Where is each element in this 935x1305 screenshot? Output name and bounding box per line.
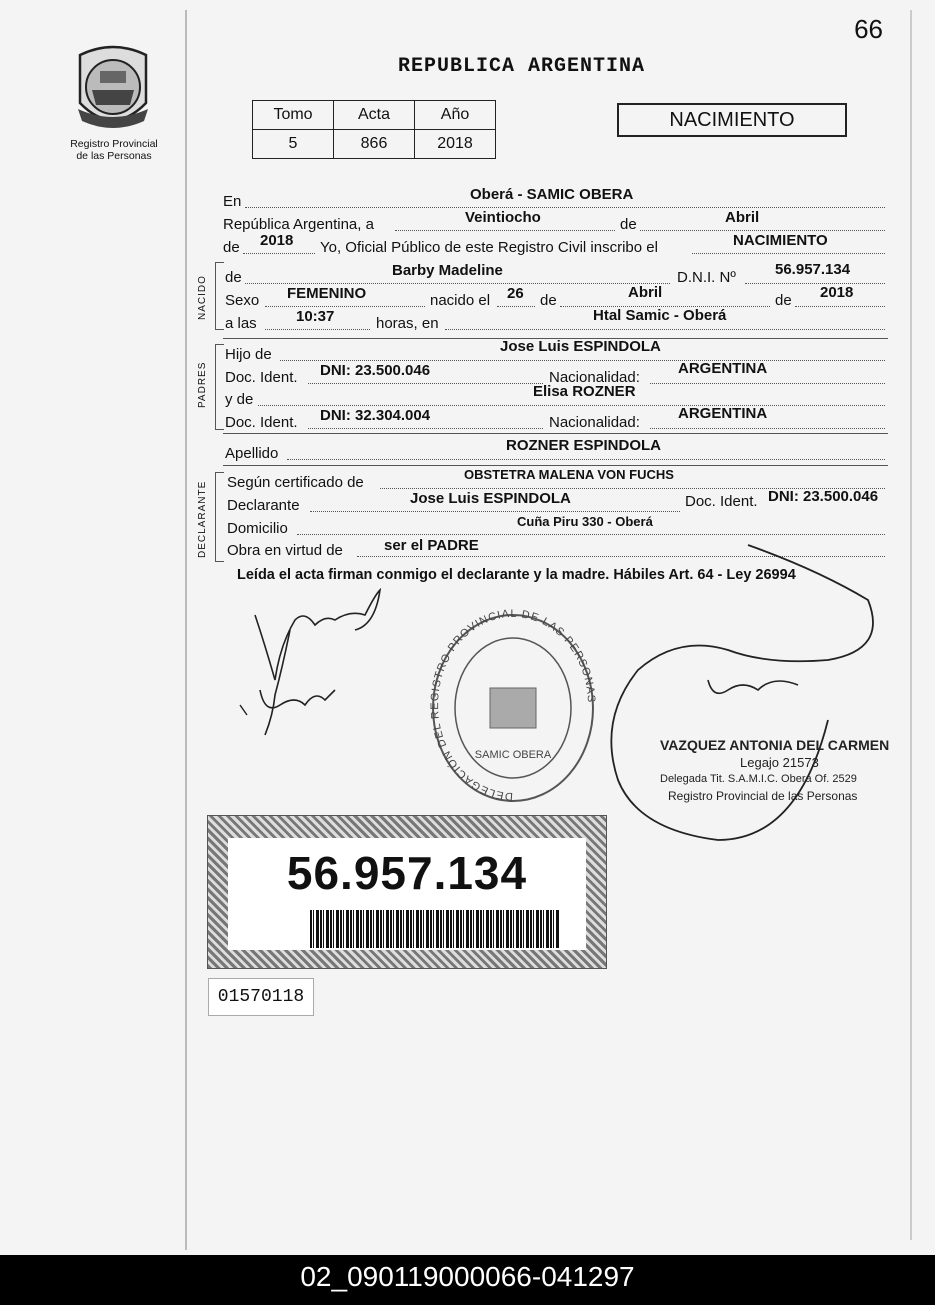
mother-doc-value: DNI: 32.304.004 — [320, 407, 431, 424]
dotted-line — [795, 306, 885, 307]
org-name-line2: de las Personas — [76, 150, 152, 162]
dotted-line — [310, 511, 680, 512]
dotted-line — [287, 459, 885, 460]
hijo-de-label: Hijo de — [225, 346, 272, 363]
left-margin-rule — [185, 10, 187, 1250]
record-type-box: NACIMIENTO — [617, 103, 847, 137]
father-doc-value: DNI: 23.500.046 — [320, 362, 431, 379]
declarante-side-label: DECLARANTE — [197, 480, 208, 558]
birth-year-value: 2018 — [820, 284, 854, 301]
registry-header-row — [253, 101, 496, 130]
org-name-line1: Registro Provincial — [70, 138, 158, 150]
file-id-footer: 02_090119000066-041297 — [0, 1255, 935, 1305]
dotted-line — [445, 329, 885, 330]
official-signature-block — [660, 737, 889, 805]
dotted-line — [650, 383, 885, 384]
day-value: Veintiocho — [465, 209, 541, 226]
inscribo-text: Yo, Oficial Público de este Registro Civil inscribo el — [320, 239, 658, 256]
dotted-line — [497, 306, 535, 307]
birth-month-value: Abril — [628, 284, 663, 301]
tomo-header: Tomo — [253, 101, 334, 130]
padres-side-label: PADRES — [197, 361, 208, 408]
en-value: Oberá - SAMIC OBERA — [470, 186, 634, 203]
closing-statement: Leída el acta firman conmigo el declarante y la madre. Hábiles Art. 64 - Ley 26994 — [237, 567, 796, 583]
mother-nac-value: ARGENTINA — [678, 405, 768, 422]
official-title: Delegada Tit. S.A.M.I.C. Oberá Of. 2529 — [660, 773, 857, 785]
obra-value: ser el PADRE — [384, 537, 479, 554]
domicilio-label: Domicilio — [227, 520, 288, 537]
nacido-side-label: NACIDO — [197, 275, 208, 320]
obra-label: Obra en virtud de — [227, 542, 343, 559]
dotted-line — [265, 306, 425, 307]
acta-value: 866 — [334, 130, 415, 159]
decl-doc-value: DNI: 23.500.046 — [768, 488, 879, 505]
father-name-value: Jose Luis ESPINDOLA — [500, 338, 661, 355]
sexo-label: Sexo — [225, 292, 260, 309]
de-label: de — [540, 292, 557, 309]
dni-label: D.N.I. Nº — [677, 269, 736, 286]
de-label: de — [775, 292, 792, 309]
official-legajo: Legajo 21573 — [740, 755, 819, 770]
right-margin-rule — [910, 10, 912, 1240]
de-label: de — [620, 216, 637, 233]
control-sticker: 01570118 — [208, 978, 314, 1016]
cert-value: OBSTETRA MALENA VON FUCHS — [464, 467, 674, 482]
document-title: REPUBLICA ARGENTINA — [398, 55, 646, 78]
dotted-line — [650, 428, 885, 429]
nacido-el-label: nacido el — [430, 292, 491, 309]
dotted-line — [265, 329, 370, 330]
father-nac-value: ARGENTINA — [678, 360, 768, 377]
org-name — [55, 138, 173, 162]
dotted-line — [308, 428, 543, 429]
father-nac-label: Nacionalidad: — [549, 369, 640, 386]
apellido-label: Apellido — [225, 445, 279, 462]
tomo-value: 5 — [253, 130, 334, 159]
nacido-bracket — [215, 262, 224, 330]
anio-value: 2018 — [415, 130, 496, 159]
official-org: Registro Provincial de las Personas — [668, 789, 858, 803]
declarante-value: Jose Luis ESPINDOLA — [410, 490, 571, 507]
id-sticker — [207, 815, 607, 969]
birth-time-value: 10:37 — [296, 308, 335, 325]
anio-header: Año — [415, 101, 496, 130]
republica-label: República Argentina, a — [223, 216, 374, 233]
dotted-line — [640, 230, 885, 231]
dotted-line — [395, 230, 615, 231]
province-seal-icon — [72, 45, 154, 133]
registry-stamp — [428, 608, 598, 808]
domicilio-value: Cuña Piru 330 - Oberá — [517, 514, 653, 529]
padres-bracket — [215, 344, 224, 430]
official-name: VAZQUEZ ANTONIA DEL CARMEN — [660, 737, 890, 753]
birth-day-value: 26 — [507, 285, 524, 302]
decl-doc-label: Doc. Ident. — [685, 493, 758, 510]
stamp-inner-text: SAMIC OBERA — [474, 749, 552, 761]
section-divider — [223, 433, 888, 434]
dotted-line — [245, 283, 670, 284]
horas-label: horas, en — [376, 315, 439, 332]
dotted-line — [692, 253, 885, 254]
declarante-label: Declarante — [227, 497, 300, 514]
child-dni-value: 56.957.134 — [775, 261, 851, 278]
father-doc-label: Doc. Ident. — [225, 369, 298, 386]
declarant-signature — [235, 585, 405, 745]
a-las-label: a las — [225, 315, 257, 332]
acta-header: Acta — [334, 101, 415, 130]
stamp-ring-text: DELEGACIÓN DEL REGISTRO PROVINCIAL DE LAS PERSONAS — [429, 608, 598, 803]
dotted-line — [258, 405, 885, 406]
declarante-bracket — [215, 472, 224, 562]
dotted-line — [297, 534, 885, 535]
nacido-de-label: de — [225, 269, 242, 286]
barcode — [310, 910, 560, 948]
month-value: Abril — [725, 209, 760, 226]
year-value: 2018 — [260, 232, 294, 249]
dotted-line — [308, 383, 543, 384]
sticker-number: 56.957.134 — [286, 847, 528, 899]
sticker-inner — [228, 838, 586, 950]
en-label: En — [223, 193, 242, 210]
child-name-value: Barby Madeline — [392, 262, 503, 279]
dotted-line — [280, 360, 885, 361]
apellido-value: ROZNER ESPINDOLA — [506, 437, 662, 454]
registry-table — [252, 100, 496, 159]
birth-place-value: Htal Samic - Oberá — [593, 307, 727, 324]
mother-name-value: Elisa ROZNER — [533, 383, 636, 400]
inscribo-value: NACIMIENTO — [733, 232, 828, 249]
mother-doc-label: Doc. Ident. — [225, 414, 298, 431]
mother-nac-label: Nacionalidad: — [549, 414, 640, 431]
registry-value-row — [253, 130, 496, 159]
de-year-label: de — [223, 239, 240, 256]
page-number: 66 — [854, 14, 883, 44]
dotted-line — [245, 207, 885, 208]
dotted-line — [745, 283, 885, 284]
cert-label: Según certificado de — [227, 474, 364, 491]
section-divider — [223, 465, 888, 466]
sexo-value: FEMENINO — [287, 285, 367, 302]
dotted-line — [243, 253, 315, 254]
y-de-label: y de — [225, 391, 254, 408]
